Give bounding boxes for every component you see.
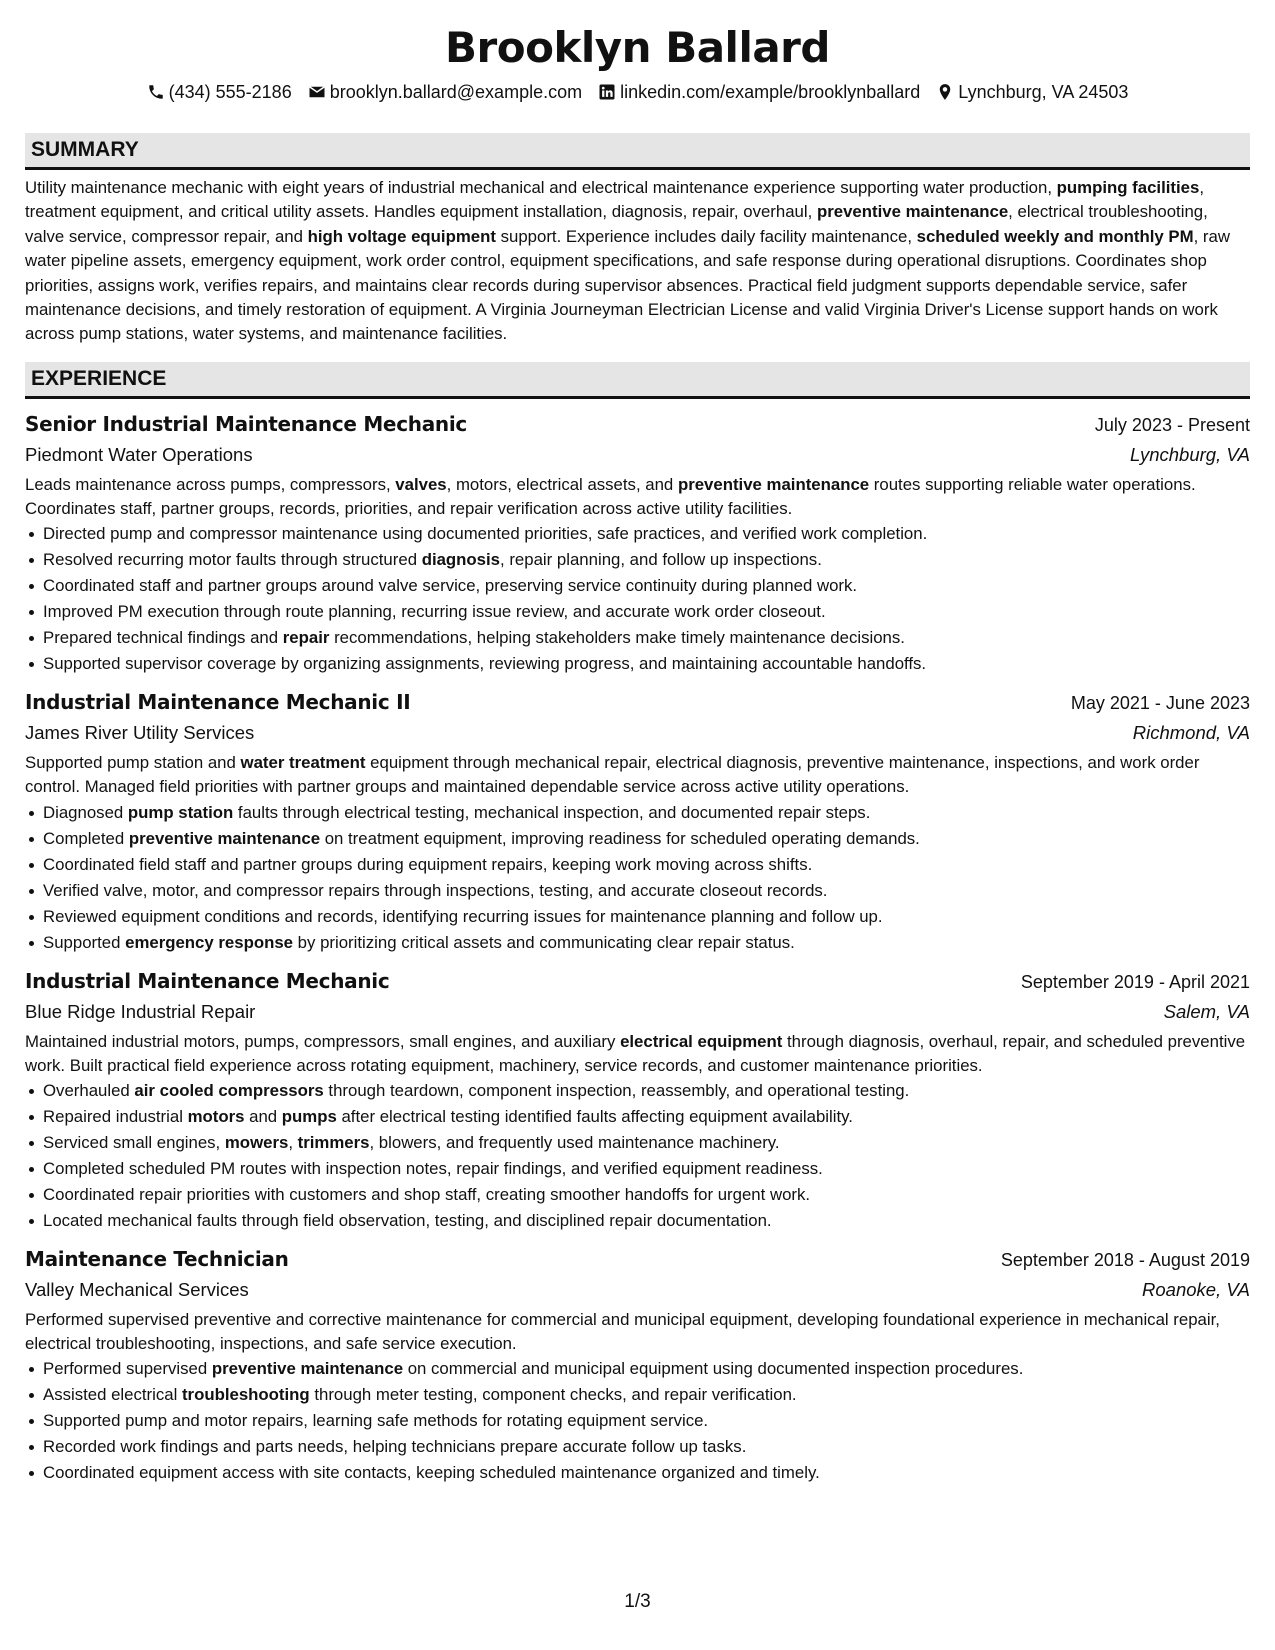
job-location: Salem, VA <box>1163 1000 1250 1022</box>
bullet-item <box>43 1078 1250 1104</box>
desc-segment: equipment through mechanical repair, electrical diagnosis, preventive maintenance, inspections, and work order control. Managed field priorities with partner groups and maintained dependable service across active utility operations. <box>25 753 1200 797</box>
bullet-text: through teardown, component inspection, reassembly, and operational testing. <box>323 1081 910 1101</box>
bullet-keyword: mowers <box>224 1133 289 1153</box>
linkedin-icon <box>598 83 616 101</box>
phone-icon <box>147 83 165 101</box>
bullet-text: Coordinated staff and partner groups around valve service, preserving service continuity during planned work. <box>43 576 858 596</box>
linkedin-link[interactable]: linkedin.com/example/brooklynballard <box>620 82 921 102</box>
job-entry <box>25 1244 1250 1486</box>
summary-text-segment: , electrical troubleshooting, valve service, compressor repair, and <box>25 202 1208 246</box>
job-company-row <box>25 440 1250 470</box>
job-title: Industrial Maintenance Mechanic II <box>25 690 411 715</box>
bullet-text: Coordinated equipment access with site contacts, keeping scheduled maintenance organized and timely. <box>43 1463 820 1483</box>
email-link[interactable]: brooklyn.ballard@example.com <box>329 82 583 102</box>
bullet-text: Improved PM execution through route planning, recurring issue review, and accurate work order closeout. <box>43 602 826 622</box>
bullet-item <box>43 651 1250 677</box>
desc-segment: through diagnosis, overhaul, repair, and scheduled preventive work. Built practical field experience across rotating equipment, machinery, service records, and customer maintenance priorities. <box>25 1031 1246 1075</box>
bullet-text: Completed scheduled PM routes with inspection notes, repair findings, and verified equipment readiness. <box>43 1159 823 1179</box>
job-title: Maintenance Technician <box>25 1247 289 1272</box>
bullet-text: Assisted electrical <box>43 1385 182 1405</box>
desc-keyword: electrical equipment <box>620 1031 783 1051</box>
location-text: Lynchburg, VA 24503 <box>958 82 1129 102</box>
bullet-text: Located mechanical faults through field observation, testing, and disciplined repair documentation. <box>43 1211 772 1231</box>
desc-segment: Performed supervised preventive and corrective maintenance for commercial and municipal equipment, developing foundational experience in mechanical repair, electrical troubleshooting, inspections, and safe service execution. <box>25 1310 1220 1354</box>
job-company: Piedmont Water Operations <box>25 443 253 465</box>
summary-keyword: preventive maintenance <box>816 202 1009 222</box>
summary-keyword: scheduled weekly and monthly PM <box>916 226 1194 246</box>
job-location: Roanoke, VA <box>1142 1279 1250 1301</box>
bullet-item <box>43 573 1250 599</box>
bullet-keyword: repair <box>282 628 330 648</box>
summary-heading: SUMMARY <box>25 133 1250 170</box>
bullet-text: after electrical testing identified faults affecting equipment availability. <box>336 1107 853 1127</box>
job-bullets <box>25 1356 1250 1486</box>
job-company: Valley Mechanical Services <box>25 1279 249 1301</box>
job-dates: September 2018 - August 2019 <box>1000 1250 1250 1271</box>
map-pin-icon <box>936 83 954 101</box>
job-company-row <box>25 718 1250 748</box>
contact-phone <box>147 78 292 106</box>
summary-text-segment: , raw water pipeline assets, emergency equipment, work order control, equipment specifications, and safe response during operational disruptions. Coordinates shop priorities, assigns work, verifies repairs, and maintains clear records during supervisor absences. Practical field judgment supports dependable service, safer maintenance decisions, and timely restoration of equipment. A Virginia Journeyman Electrician License and valid Virginia Driver's License support hands on work across pump stations, water systems, and maintenance facilities. <box>25 226 1230 344</box>
job-title-row <box>25 409 1250 440</box>
bullet-text: Performed supervised <box>43 1359 212 1379</box>
bullet-keyword: emergency response <box>125 932 294 952</box>
bullet-item <box>43 599 1250 625</box>
envelope-icon <box>308 83 326 101</box>
bullet-text: , <box>288 1133 298 1153</box>
bullet-text: Overhauled <box>43 1081 135 1101</box>
bullet-text: Completed <box>43 828 129 848</box>
bullet-item <box>43 852 1250 878</box>
job-dates: May 2021 - June 2023 <box>1070 693 1250 714</box>
bullet-item <box>43 1104 1250 1130</box>
bullet-item <box>43 1208 1250 1234</box>
bullet-text: Serviced small engines, <box>43 1133 225 1153</box>
bullet-item <box>43 1408 1250 1434</box>
bullet-text: and <box>244 1107 282 1127</box>
bullet-item <box>43 878 1250 904</box>
resume-page <box>25 20 1250 1486</box>
bullet-keyword: troubleshooting <box>181 1385 310 1405</box>
desc-keyword: preventive maintenance <box>677 474 870 494</box>
candidate-name: Brooklyn Ballard <box>445 23 830 72</box>
bullet-text: recommendations, helping stakeholders make timely maintenance decisions. <box>329 628 905 648</box>
contact-email[interactable] <box>308 78 582 106</box>
bullet-text: Prepared technical findings and <box>43 628 283 648</box>
bullet-item <box>43 826 1250 852</box>
bullet-keyword: motors <box>187 1107 245 1127</box>
bullet-item <box>43 1460 1250 1486</box>
bullet-keyword: pump station <box>127 802 234 822</box>
bullet-item <box>43 625 1250 651</box>
summary-text-segment: support. Experience includes daily facility maintenance, <box>495 226 917 246</box>
bullet-text: through meter testing, component checks, and repair verification. <box>309 1385 797 1405</box>
bullet-text: Reviewed equipment conditions and records, identifying recurring issues for maintenance planning and follow up. <box>43 906 883 926</box>
bullet-text: on treatment equipment, improving readiness for scheduled operating demands. <box>320 828 920 848</box>
job-entry <box>25 966 1250 1234</box>
bullet-item <box>43 1434 1250 1460</box>
bullet-text: on commercial and municipal equipment using documented inspection procedures. <box>403 1359 1024 1379</box>
bullet-item <box>43 904 1250 930</box>
job-title-row <box>25 1244 1250 1275</box>
bullet-text: by prioritizing critical assets and communicating clear repair status. <box>293 932 795 952</box>
contact-linkedin[interactable] <box>598 78 920 106</box>
job-location: Lynchburg, VA <box>1130 443 1250 465</box>
bullet-text: Repaired industrial <box>43 1107 188 1127</box>
bullet-text: Diagnosed <box>43 802 128 822</box>
desc-segment: routes supporting reliable water operations. Coordinates staff, partner groups, records, priorities, and repair verification across active utility facilities. <box>25 474 1196 519</box>
page-number: 1/3 <box>624 1591 651 1612</box>
bullet-text: Resolved recurring motor faults through structured <box>43 550 422 570</box>
bullet-text: , repair planning, and follow up inspections. <box>500 550 822 570</box>
summary-text-segment: , treatment equipment, and critical utility assets. Handles equipment installation, diagnosis, repair, overhaul, <box>25 178 1205 222</box>
job-company-row <box>25 1275 1250 1305</box>
bullet-item <box>43 1156 1250 1182</box>
bullet-text: Coordinated field staff and partner groups during equipment repairs, keeping work moving across shifts. <box>43 854 813 874</box>
job-title: Senior Industrial Maintenance Mechanic <box>25 411 467 436</box>
job-bullets <box>25 800 1250 956</box>
bullet-keyword: air cooled compressors <box>134 1081 324 1101</box>
bullet-text: Supported <box>43 932 126 952</box>
bullet-text: Coordinated repair priorities with customers and shop staff, creating smoother handoffs for urgent work. <box>43 1185 811 1205</box>
job-bullets <box>25 521 1250 677</box>
bullet-item <box>43 521 1250 547</box>
job-description <box>25 473 1250 521</box>
bullet-text: Supported pump and motor repairs, learning safe methods for rotating equipment service. <box>43 1411 709 1431</box>
contact-bar <box>25 78 1250 106</box>
job-location: Richmond, VA <box>1132 722 1250 744</box>
contact-location <box>936 78 1128 106</box>
desc-keyword: water treatment <box>240 753 366 773</box>
job-dates: September 2019 - April 2021 <box>1020 971 1250 992</box>
summary-paragraph <box>25 176 1250 347</box>
bullet-item <box>43 1130 1250 1156</box>
desc-segment: , motors, electrical assets, and <box>446 474 678 494</box>
job-company-row <box>25 997 1250 1027</box>
desc-segment: Leads maintenance across pumps, compressors, <box>25 474 396 494</box>
job-description <box>25 751 1250 799</box>
summary-text-segment: Utility maintenance mechanic with eight years of industrial mechanical and electrical maintenance experience supporting water production, <box>25 178 1057 197</box>
bullet-text: Directed pump and compressor maintenance using documented priorities, safe practices, and verified work completion. <box>43 524 928 544</box>
job-title-row <box>25 687 1250 718</box>
bullet-item <box>43 1182 1250 1208</box>
bullet-text: Supported supervisor coverage by organizing assignments, reviewing progress, and maintaining accountable handoffs. <box>43 654 927 674</box>
job-entry <box>25 409 1250 677</box>
bullet-keyword: pumps <box>281 1107 337 1127</box>
bullet-keyword: preventive maintenance <box>211 1359 404 1379</box>
bullet-item <box>43 1382 1250 1408</box>
summary-keyword: pumping facilities <box>1056 178 1200 197</box>
job-description <box>25 1308 1250 1356</box>
phone-text: (434) 555-2186 <box>168 82 292 102</box>
bullet-text: , blowers, and frequently used maintenance machinery. <box>369 1133 780 1153</box>
summary-keyword: high voltage equipment <box>307 226 496 246</box>
bullet-keyword: diagnosis <box>421 550 501 570</box>
bullet-item <box>43 547 1250 573</box>
job-description <box>25 1030 1250 1078</box>
bullet-item <box>43 1356 1250 1382</box>
desc-segment: Supported pump station and <box>25 753 241 773</box>
bullet-item <box>43 800 1250 826</box>
job-title: Industrial Maintenance Mechanic <box>25 968 390 993</box>
experience-heading: EXPERIENCE <box>25 362 1250 399</box>
bullet-keyword: preventive maintenance <box>128 828 321 848</box>
job-dates: July 2023 - Present <box>1094 414 1250 435</box>
job-bullets <box>25 1078 1250 1234</box>
job-company: Blue Ridge Industrial Repair <box>25 1000 256 1022</box>
job-company: James River Utility Services <box>25 722 255 744</box>
bullet-item <box>43 930 1250 956</box>
bullet-text: faults through electrical testing, mechanical inspection, and documented repair steps. <box>233 802 871 822</box>
bullet-keyword: trimmers <box>297 1133 370 1153</box>
desc-segment: Maintained industrial motors, pumps, compressors, small engines, and auxiliary <box>25 1031 621 1051</box>
bullet-text: Recorded work findings and parts needs, helping technicians prepare accurate follow up tasks. <box>43 1437 747 1457</box>
desc-keyword: valves <box>395 474 447 494</box>
bullet-text: Verified valve, motor, and compressor repairs through inspections, testing, and accurate closeout records. <box>43 880 828 900</box>
job-title-row <box>25 966 1250 997</box>
job-entry <box>25 687 1250 955</box>
